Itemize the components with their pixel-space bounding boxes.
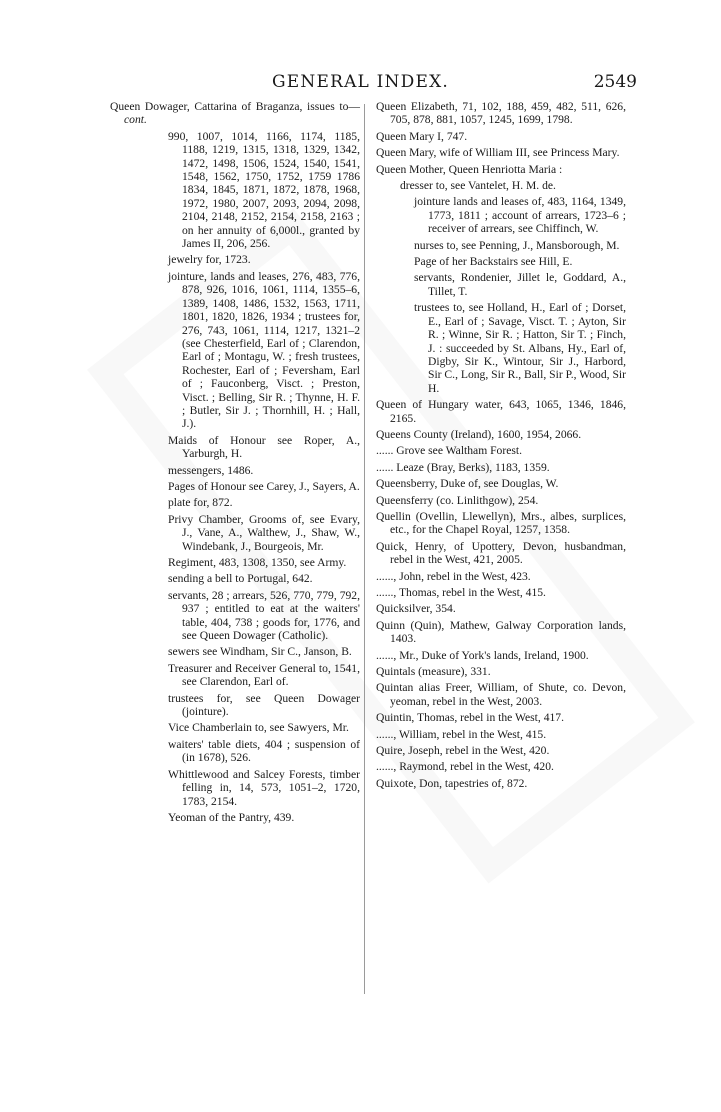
index-entry: Queensberry, Duke of, see Douglas, W. [376, 477, 559, 491]
index-entry: ......, Raymond, rebel in the West, 420. [376, 760, 554, 774]
index-entry: dresser to, see Vantelet, H. M. de. [400, 179, 556, 193]
index-entry: jointure lands and leases of, 483, 1164, 1349, 1773, 1811 ; account of arrears, 1723–6 ; receiver of arrears, see Chiffinch, W. [414, 195, 626, 236]
index-entry: Page of her Backstairs see Hill, E. [414, 255, 573, 269]
index-entry: jointure, lands and leases, 276, 483, 776, 878, 926, 1016, 1061, 1114, 1355–6, 1389, 1408, 1486, 1532, 1563, 1711, 1801, 1820, 1826, 1934 ; trustees for, 276, 743, 1061, 1114, 1217, 1321–2 (see Chesterfield, Earl of ; Clarendon, Earl of ; Montagu, W. ; fresh trustees, Rochester, Earl of ; Feversham, Earl of ; Fauconberg, Visct. ; Preston, Visct. ; Belling, Sir R. ; Thynne, H. F. ; Butler, Sir J. ; Thornhill, H. ; Hall, J.). [168, 269, 360, 431]
index-entry: ...... Leaze (Bray, Berks), 1183, 1359. [376, 460, 550, 474]
index-entry: 990, 1007, 1014, 1166, 1174, 1185, 1188, 1219, 1315, 1318, 1329, 1342, 1472, 1498, 1506, 1524, 1540, 1541, 1548, 1562, 1750, 1752, 1759 1786 1834, 1845, 1871, 1872, 1878, 1968, 1972, 1980, 2007, 2093, 2094, 2098, 2104, 2148, 2152, 2154, 2158, 2163 ; on her annuity of 6,000l., granted by James II, 206, 256. [168, 129, 360, 251]
index-entry: Quellin (Ovellin, Llewellyn), Mrs., albes, surplices, etc., for the Chapel Royal, 1257, 1358. [376, 509, 626, 537]
index-entry: trustees to, see Holland, H., Earl of ; Dorset, E., Earl of ; Savage, Visct. T. ; Ayton, Sir R. ; Winne, Sir R. ; Hatton, Sir T. ; Finch, J. : succeeded by St. Albans, Hy., Earl of, Digby, Sir K., Wintour, Sir J., Harbord, Sir C., Long, Sir R., Ball, Sir P., Wood, Sir H. [414, 301, 626, 395]
index-entry: nurses to, see Penning, J., Mansborough, M. [414, 238, 620, 252]
index-entry: Queen Dowager, Cattarina of Braganza, issues to—cont. [110, 100, 360, 127]
index-entry: Queen Mary I, 747. [376, 129, 468, 143]
left-column [110, 100, 360, 827]
index-entry: plate for, 872. [168, 496, 233, 510]
index-entry: Queen of Hungary water, 643, 1065, 1346, 1846, 2165. [376, 398, 626, 425]
page-number: 2549 [593, 72, 637, 92]
index-entry: sewers see Windham, Sir C., Janson, B. [168, 645, 352, 659]
index-entry: Quinn (Quin), Mathew, Galway Corporation lands, 1403. [376, 618, 626, 646]
index-entry: jewelry for, 1723. [168, 253, 251, 267]
index-entry: Quick, Henry, of Upottery, Devon, husbandman, rebel in the West, 421, 2005. [376, 539, 626, 567]
index-entry: Queen Elizabeth, 71, 102, 188, 459, 482, 511, 626, 705, 878, 881, 1057, 1245, 1699, 1798. [376, 100, 626, 127]
index-entry: servants, 28 ; arrears, 526, 770, 779, 792, 937 ; entitled to eat at the waiters' table, 404, 738 ; goods for, 1776, and see Queen Dowager (Catholic). [168, 588, 360, 643]
index-entry: waiters' table diets, 404 ; suspension of (in 1678), 526. [168, 737, 360, 765]
index-entry: Quintan alias Freer, William, of Shute, co. Devon, yeoman, rebel in the West, 2003. [376, 681, 626, 708]
index-entry: Quicksilver, 354. [376, 602, 456, 616]
index-entry: ...... Grove see Waltham Forest. [376, 444, 522, 458]
index-entry: Regiment, 483, 1308, 1350, see Army. [168, 556, 347, 569]
page-title: GENERAL INDEX. [272, 72, 449, 92]
index-entry: Privy Chamber, Grooms of, see Evary, J., Vane, A., Walthew, J., Shaw, W., Windebank, J., Bourgeois, Mr. [168, 512, 360, 553]
index-entry: trustees for, see Queen Dowager (jointure). [168, 691, 360, 719]
index-entry: Quire, Joseph, rebel in the West, 420. [376, 744, 550, 758]
index-entry: Queens County (Ireland), 1600, 1954, 2066. [376, 427, 582, 441]
index-entry: Yeoman of the Pantry, 439. [168, 810, 295, 824]
right-column [376, 100, 626, 793]
index-entry: Quixote, Don, tapestries of, 872. [376, 776, 528, 790]
index-entry: servants, Rondenier, Jillet le, Goddard, A., Tillet, T. [414, 271, 626, 298]
index-entry: Quintals (measure), 331. [376, 665, 491, 679]
column-divider [364, 104, 365, 994]
index-entry: Maids of Honour see Roper, A., Yarburgh, H. [168, 433, 360, 461]
index-entry: Whittlewood and Salcey Forests, timber felling in, 14, 573, 1051–2, 1720, 1783, 2154. [168, 767, 360, 808]
index-entry: Quintin, Thomas, rebel in the West, 417. [376, 711, 564, 725]
index-entry: ......, William, rebel in the West, 415. [376, 727, 547, 741]
index-entry: messengers, 1486. [168, 463, 254, 477]
index-entry: Queen Mary, wife of William III, see Princess Mary. [376, 146, 620, 160]
index-entry: ......, John, rebel in the West, 423. [376, 569, 531, 583]
index-entry: Queensferry (co. Linlithgow), 254. [376, 493, 539, 507]
index-entry: Vice Chamberlain to, see Sawyers, Mr. [168, 721, 349, 735]
index-entry: Treasurer and Receiver General to, 1541, see Clarendon, Earl of. [168, 661, 360, 689]
index-entry: ......, Mr., Duke of York's lands, Ireland, 1900. [376, 648, 589, 662]
index-entry: sending a bell to Portugal, 642. [168, 572, 313, 586]
index-entry: Queen Mother, Queen Henriotta Maria : [376, 162, 563, 176]
index-entry: ......, Thomas, rebel in the West, 415. [376, 586, 546, 599]
index-entry: Pages of Honour see Carey, J., Sayers, A. [168, 479, 360, 493]
